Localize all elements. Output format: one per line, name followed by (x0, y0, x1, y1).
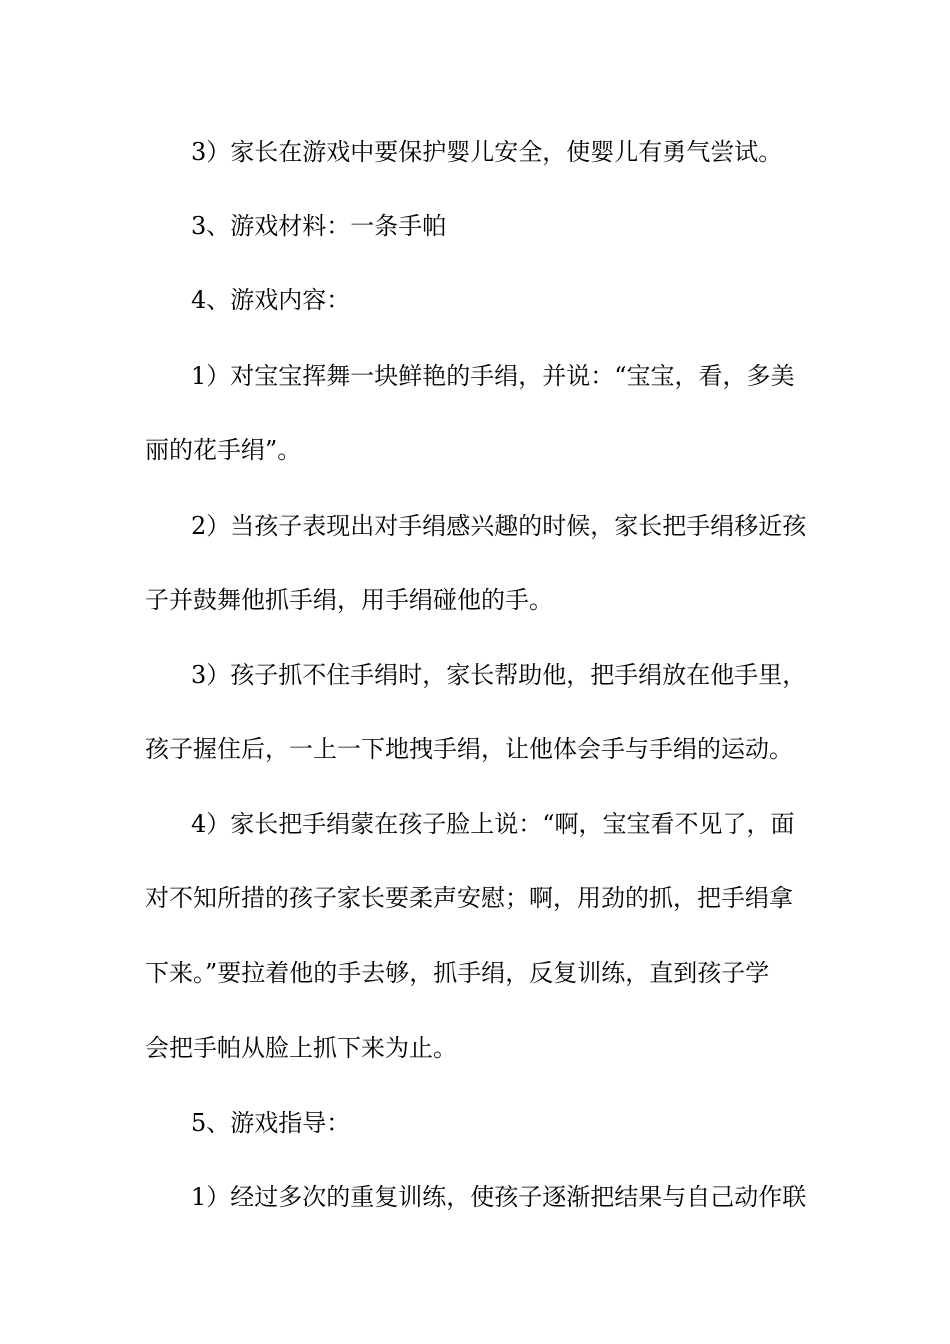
paragraph-line-step-1-cont: 丽的花手绢”。 (145, 436, 302, 464)
paragraph-line-step-4-cont-2: 下来。”要拉着他的手去够，抓手绢，反复训练，直到孩子学 (145, 959, 770, 987)
paragraph-line-step-4: 4）家长把手绢蒙在孩子脸上说：“啊，宝宝看不见了，面 (191, 810, 795, 838)
paragraph-line-step-3: 3）孩子抓不住手绢时，家长帮助他，把手绢放在他手里， (191, 661, 807, 689)
paragraph-line-safety-note: 3）家长在游戏中要保护婴儿安全，使婴儿有勇气尝试。 (191, 138, 783, 166)
section-heading-guidance: 5、游戏指导： (191, 1109, 351, 1137)
paragraph-line-step-2-cont: 子并鼓舞他抓手绢，用手绢碰他的手。 (145, 586, 553, 614)
section-heading-materials: 3、游戏材料：一条手帕 (191, 212, 447, 240)
paragraph-line-step-4-cont-1: 对不知所措的孩子家长要柔声安慰；啊，用劲的抓，把手绢拿 (145, 884, 793, 912)
paragraph-line-guidance-1: 1）经过多次的重复训练，使孩子逐渐把结果与自己动作联 (191, 1183, 807, 1211)
paragraph-line-step-3-cont: 孩子握住后，一上一下地拽手绢，让他体会手与手绢的运动。 (145, 735, 793, 763)
paragraph-line-step-4-cont-3: 会把手帕从脸上抓下来为止。 (145, 1034, 457, 1062)
paragraph-line-step-1: 1）对宝宝挥舞一块鲜艳的手绢，并说：“宝宝，看，多美 (191, 362, 795, 390)
paragraph-line-step-2: 2）当孩子表现出对手绢感兴趣的时候，家长把手绢移近孩 (191, 512, 807, 540)
section-heading-content: 4、游戏内容： (191, 286, 351, 314)
